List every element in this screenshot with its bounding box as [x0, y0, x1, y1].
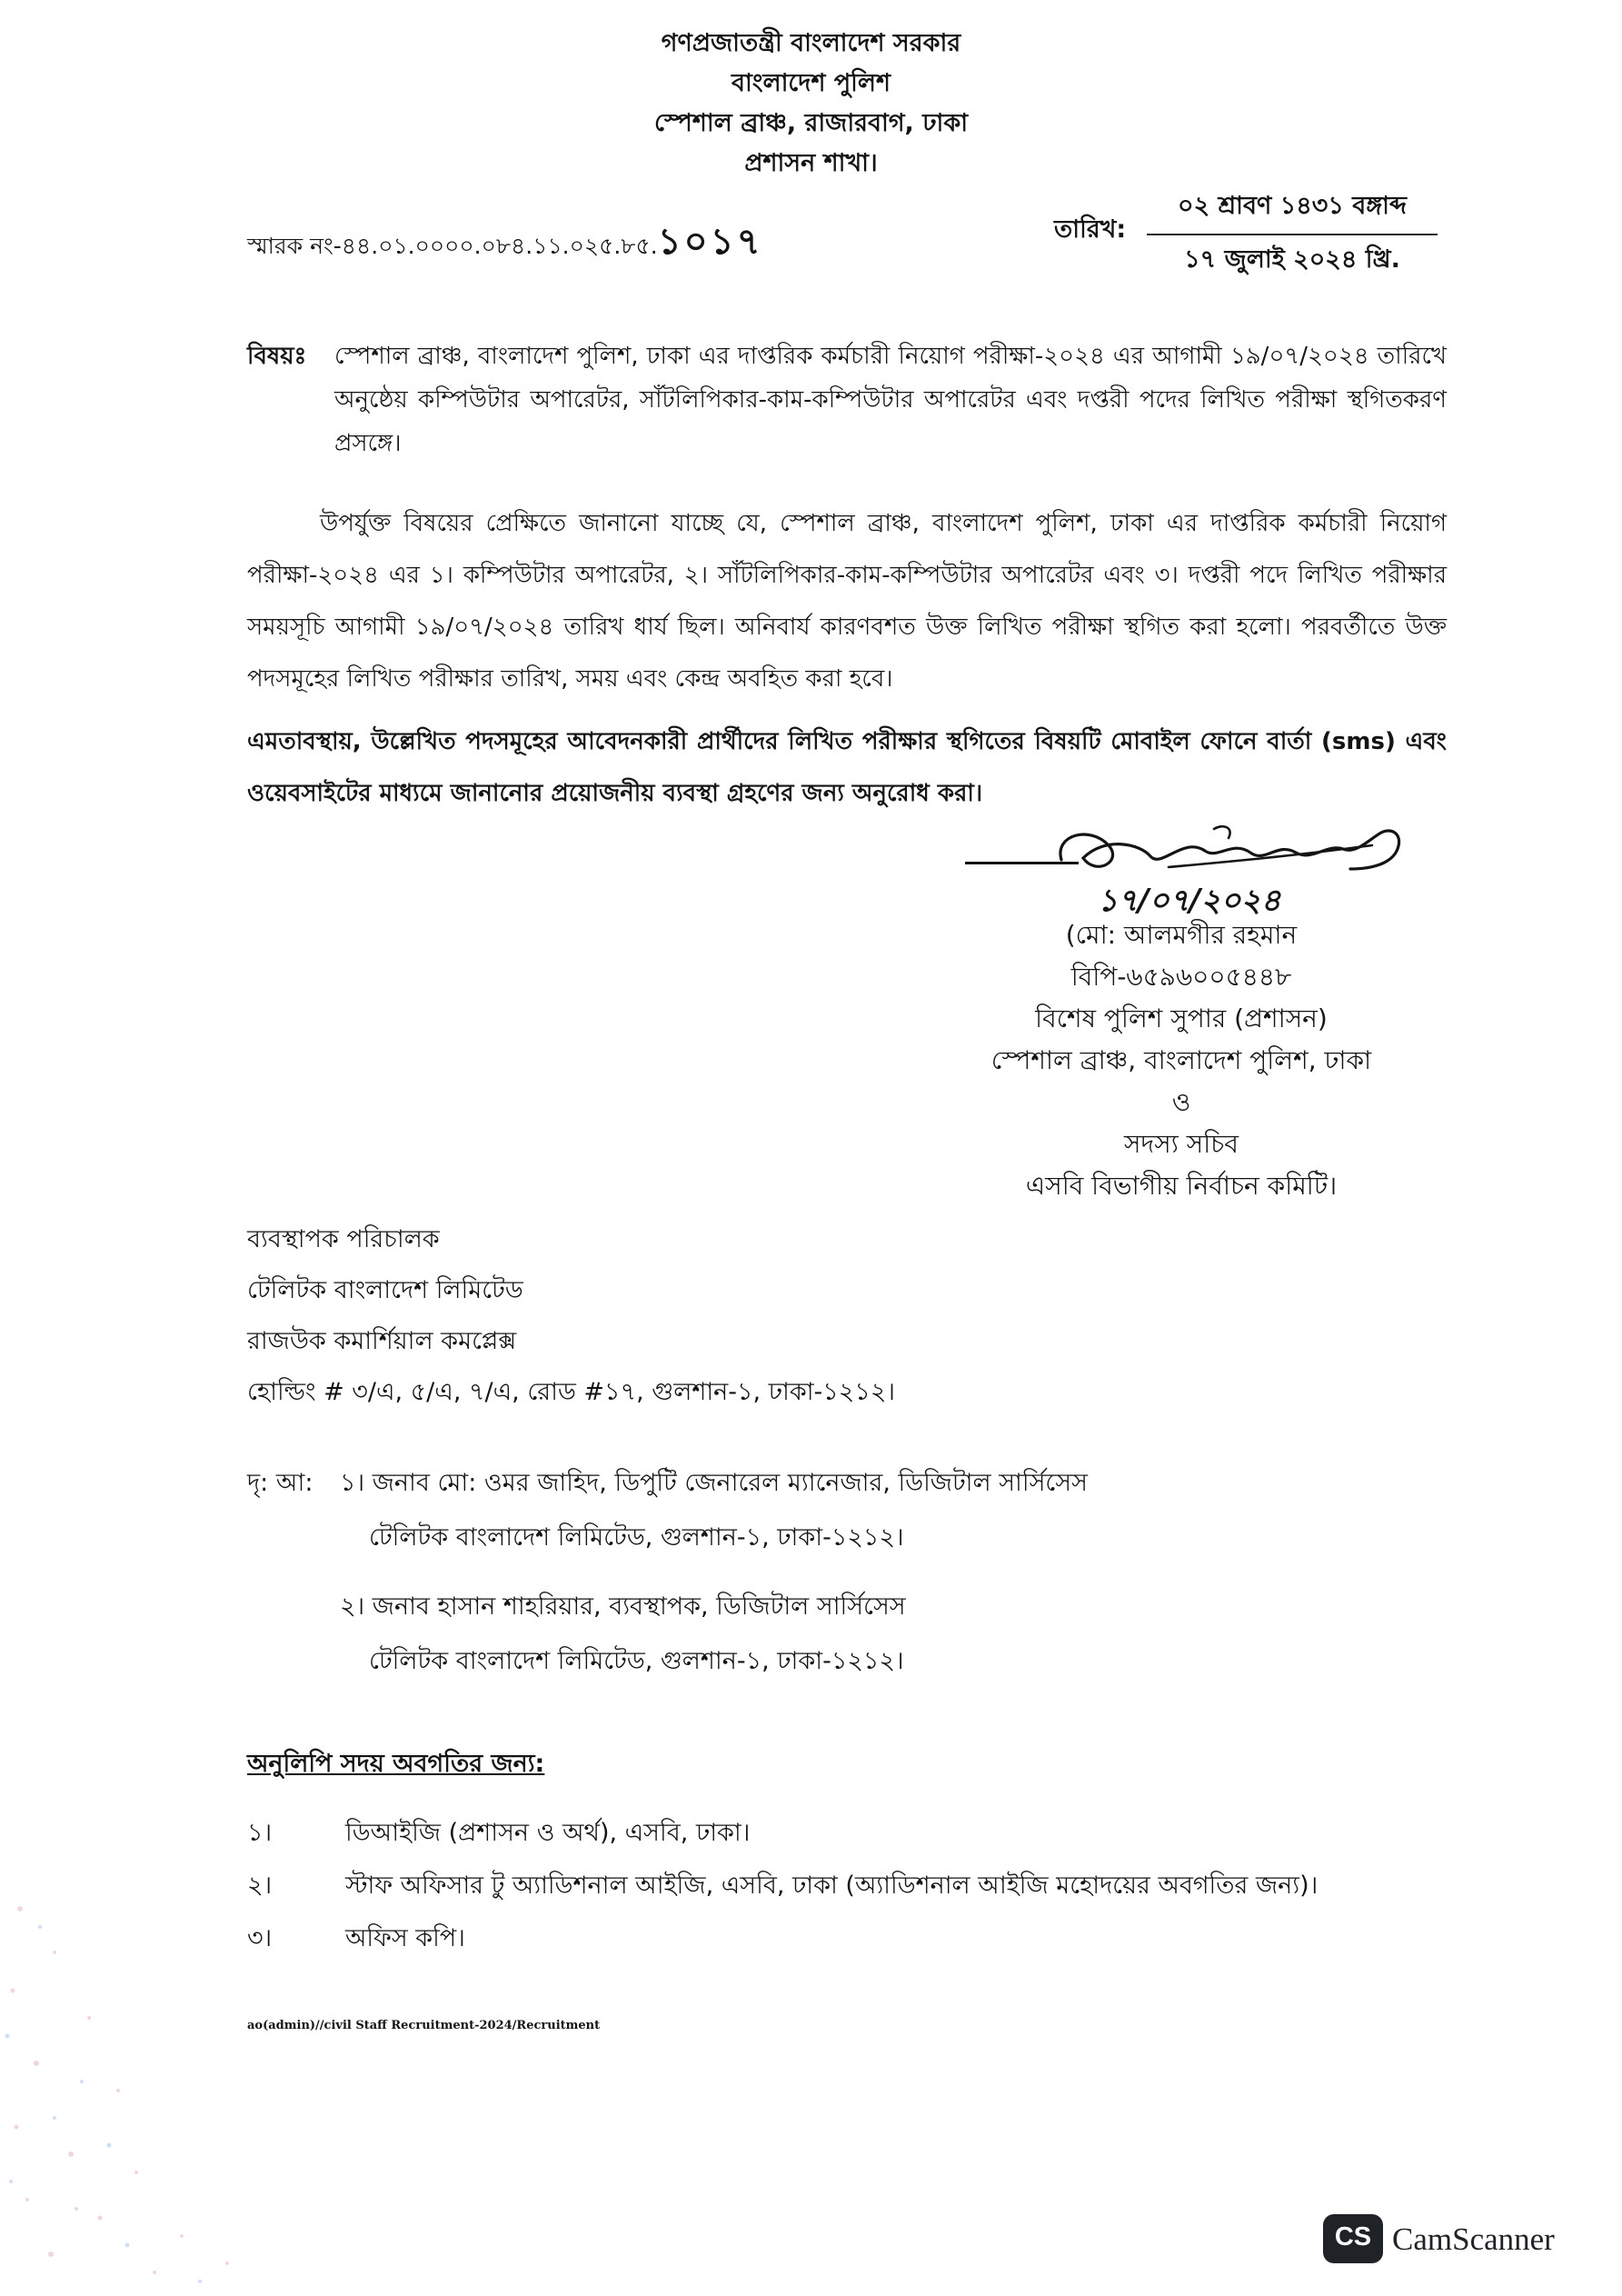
header-line-government: গণপ্রজাতন্ত্রী বাংলাদেশ সরকার [661, 29, 961, 57]
addressee-block [247, 1214, 895, 1418]
copies-item-text: ডিআইজি (প্রশাসন ও অর্থ), এসবি, ঢাকা। [345, 1819, 751, 1847]
body-paragraph-2: এমতাবস্থায়, উল্লেখিত পদসমূহের আবেদনকারী প্রার্থীদের লিখিত পরীক্ষার স্থগিতের বিষয়টি মোবাইল ফোনে বার্তা (sms) এবং ওয়েবসাইটের মাধ্যমে জানানোর প্রয়োজনীয় ব্যবস্থা গ্রহণের জন্য অনুরোধ করা। [247, 728, 1447, 807]
date-english: ১৭ জুলাই ২০২৪ খ্রি. [1184, 245, 1400, 274]
copies-item-text: স্টাফ অফিসার টু অ্যাডিশনাল আইজি, এসবি, ঢাকা (অ্যাডিশনাল আইজি মহোদয়ের অবগতির জন্য)। [345, 1872, 1318, 1900]
signatory-office: স্পেশাল ব্রাঞ্চ, বাংলাদেশ পুলিশ, ঢাকা [990, 1045, 1372, 1075]
memo-number-handwritten: ১০১৭ [657, 220, 763, 263]
subject-label: বিষয়ঃ [247, 343, 307, 370]
header-line-police: বাংলাদেশ পুলিশ [731, 69, 891, 97]
addressee-address: হোল্ডিং # ৩/এ, ৫/এ, ৭/এ, রোড #১৭, গুলশান-১, ঢাকা-১২১২। [247, 1378, 896, 1406]
signatory-name: (মো: আলমগীর রহমান [1065, 920, 1298, 950]
date-bangla: ০২ শ্রাবণ ১৪৩১ বঙ্গাব্দ [1147, 187, 1438, 235]
memo-number-prefix: স্মারক নং-৪৪.০১.০০০০.০৮৪.১১.০২৫.৮৫. [247, 233, 658, 259]
signatory-designation: বিশেষ পুলিশ সুপার (প্রশাসন) [1035, 1003, 1328, 1033]
signatory-and: ও [1171, 1087, 1191, 1117]
copies-item-text: অফিস কপি। [345, 1924, 465, 1952]
addressee-building: রাজউক কমার্শিয়াল কমপ্লেক্স [247, 1327, 517, 1355]
attention-item-2-line-1: ২। জনাব হাসান শাহরিয়ার, ব্যবস্থাপক, ডিজিটাল সার্সিসেস [340, 1592, 906, 1621]
date-label: তারিখ: [1054, 215, 1127, 244]
camscanner-badge-text: CS [1334, 2222, 1372, 2251]
copies-item-number: ২। [247, 1872, 273, 1900]
attention-item-1-line-1: ১। জনাব মো: ওমর জাহিদ, ডিপুটি জেনারেল ম্যানেজার, ডিজিটাল সার্সিসেস [340, 1469, 1088, 1497]
date-block [1147, 187, 1438, 282]
copies-title: অনুলিপি সদয় অবগতির জন্য: [247, 1750, 545, 1778]
scan-noise [0, 1872, 327, 2291]
attention-item-1 [340, 1462, 1088, 1560]
subject-text: স্পেশাল ব্রাঞ্চ, বাংলাদেশ পুলিশ, ঢাকা এর দাপ্তরিক কর্মচারী নিয়োগ পরীক্ষা-২০২৪ এর আগামী ১৯/০৭/২০২৪ তারিখে অনুষ্ঠেয় কম্পিউটার অপারেটর, সাঁটলিপিকার-কাম-কম্পিউটার অপারেটর এবং দপ্তরী পদের লিখিত পরীক্ষা স্থগিতকরণ প্রসঙ্গে। [334, 343, 1447, 457]
signature-date: ১৭/০৭/২০২৪ [1098, 883, 1281, 919]
camscanner-watermark: CamScanner [1392, 2221, 1555, 2257]
signatory-role: সদস্য সচিব [1124, 1129, 1239, 1159]
attention-item-2-line-2: টেলিটক বাংলাদেশ লিমিটেড, গুলশান-১, ঢাকা-১২১২। [369, 1647, 904, 1675]
copies-item-number: ১। [247, 1819, 273, 1847]
attention-item-2 [340, 1585, 906, 1683]
header-line-section: প্রশাসন শাখা। [744, 149, 878, 177]
memo-number [247, 213, 763, 274]
signatory-block [954, 914, 1408, 1207]
attention-item-1-line-2: টেলিটক বাংলাদেশ লিমিটেড, গুলশান-১, ঢাকা-১২১২। [369, 1523, 904, 1552]
body-paragraph-1: উপর্যুক্ত বিষয়ের প্রেক্ষিতে জানানো যাচ্ছে যে, স্পেশাল ব্রাঞ্চ, বাংলাদেশ পুলিশ, ঢাকা এর দাপ্তরিক কর্মচারী নিয়োগ পরীক্ষা-২০২৪ এর ১। কম্পিউটার অপারেটর, ২। সাঁটলিপিকার-কাম-কম্পিউটার অপারেটর এবং ৩। দপ্তরী পদে লিখিত পরীক্ষার সময়সূচি আগামী ১৯/০৭/২০২৪ তারিখ ধার্য ছিল। অনিবার্য কারণবশত উক্ত লিখিত পরীক্ষা স্থগিত করা হলো। পরবর্তীতে উক্ত পদসমূহের লিখিত পরীক্ষার তারিখ, সময় এবং কেন্দ্র অবহিত করা হবে। [247, 510, 1447, 693]
addressee-title: ব্যবস্থাপক পরিচালক [247, 1225, 440, 1253]
signatory-bp-number: বিপি-৬৫৯৬০০৫৪৪৮ [1070, 962, 1292, 992]
attention-label: দৃ: আ: [247, 1469, 313, 1497]
file-reference: ao(admin)//civil Staff Recruitment-2024/Recruitment [247, 2019, 601, 2032]
header-line-branch: স্পেশাল ব্রাঞ্চ, রাজারবাগ, ঢাকা [653, 109, 969, 137]
subject-block [247, 334, 1447, 465]
letterhead [0, 24, 1622, 184]
copies-item-number: ৩। [247, 1924, 273, 1952]
camscanner-logo-icon [1323, 2214, 1383, 2263]
addressee-company: টেলিটক বাংলাদেশ লিমিটেড [247, 1276, 523, 1304]
signatory-committee: এসবি বিভাগীয় নির্বাচন কমিটি। [1025, 1171, 1338, 1201]
